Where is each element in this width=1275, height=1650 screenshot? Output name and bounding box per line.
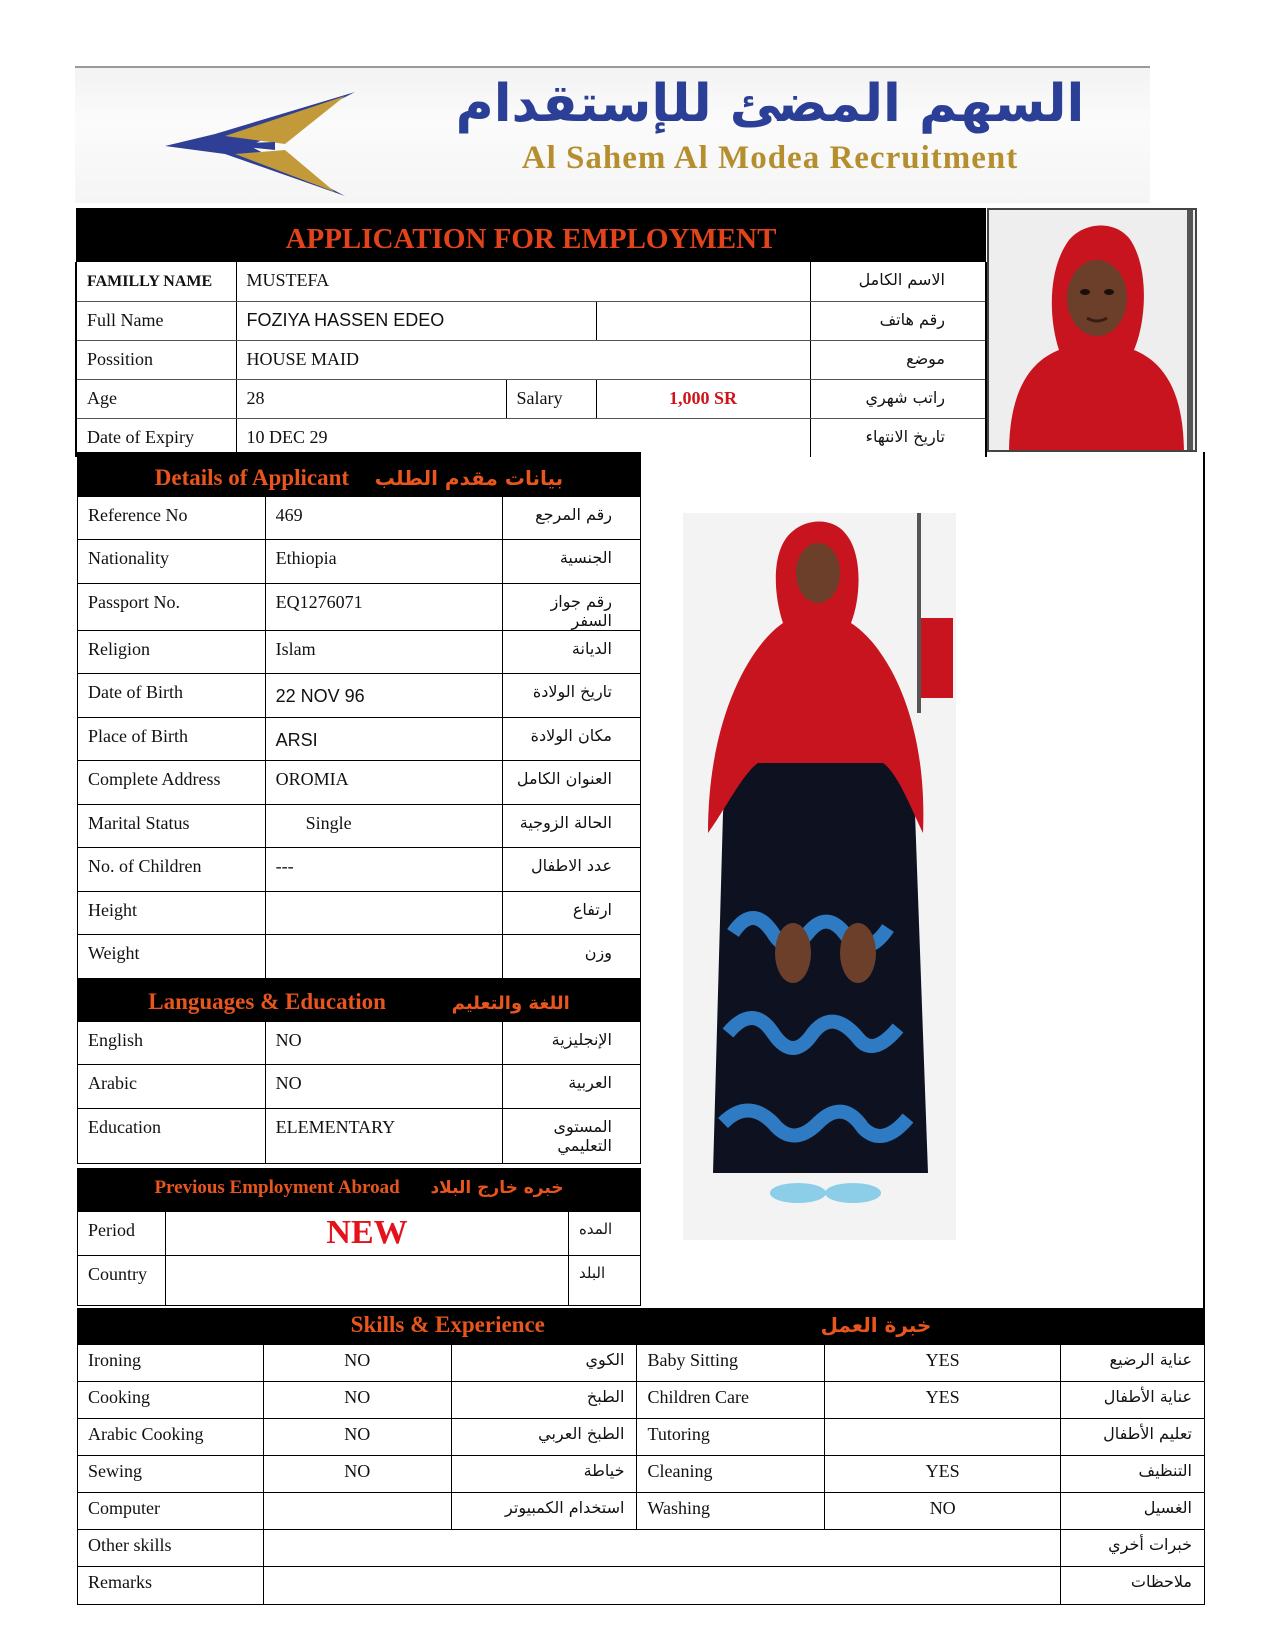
- nationality-arabic: الجنسية: [503, 540, 641, 584]
- table-row: [78, 804, 641, 848]
- skills-table: [77, 1308, 1205, 1605]
- skill-childcare-label: Children Care: [637, 1382, 825, 1419]
- religion-arabic: الديانة: [503, 630, 641, 674]
- children-value: ---: [265, 848, 503, 892]
- age-value: 28: [236, 379, 506, 418]
- other-skills-value: [263, 1530, 1060, 1567]
- skills-header: [78, 1309, 1205, 1345]
- religion-label: Religion: [78, 630, 266, 674]
- table-row: [78, 1493, 1205, 1530]
- weight-arabic: وزن: [503, 935, 641, 979]
- salary-arabic: راتب شهري: [810, 379, 986, 418]
- details-table: [77, 452, 641, 1164]
- full-body-photo: [683, 513, 956, 1240]
- employment-title-en: Previous Employment Abroad: [154, 1177, 400, 1198]
- table-row: [78, 1212, 641, 1256]
- position-value: HOUSE MAID: [236, 340, 810, 379]
- skill-ironing-label: Ironing: [78, 1345, 264, 1382]
- pob-value: ARSI: [265, 717, 503, 761]
- salary-label: Salary: [506, 379, 596, 418]
- skill-tutoring-value: [825, 1419, 1061, 1456]
- company-logo-banner: [75, 66, 1150, 203]
- english-label: English: [78, 1021, 266, 1065]
- position-label: Possition: [76, 340, 236, 379]
- employment-title-ar: خبره خارج البلاد: [430, 1178, 564, 1198]
- employment-header: [78, 1169, 641, 1212]
- skill-childcare-arabic: عناية الأطفال: [1061, 1382, 1205, 1419]
- reference-label: Reference No: [78, 496, 266, 540]
- address-value: OROMIA: [265, 761, 503, 805]
- height-label: Height: [78, 891, 266, 935]
- skill-cleaning-label: Cleaning: [637, 1456, 825, 1493]
- remarks-arabic: ملاحظات: [1061, 1567, 1205, 1605]
- pob-label: Place of Birth: [78, 717, 266, 761]
- skill-childcare-value: YES: [825, 1382, 1061, 1419]
- family-name-label: FAMILLY NAME: [76, 262, 236, 301]
- skill-cooking-arabic: الطبخ: [451, 1382, 637, 1419]
- table-row: [78, 1065, 641, 1109]
- remarks-label: Remarks: [78, 1567, 264, 1605]
- reference-arabic: رقم المرجع: [503, 496, 641, 540]
- table-row: [78, 1530, 1205, 1567]
- marital-label: Marital Status: [78, 804, 266, 848]
- table-row: [78, 1419, 1205, 1456]
- expiry-label: Date of Expiry: [76, 418, 236, 457]
- table-row: [78, 1382, 1205, 1419]
- nationality-label: Nationality: [78, 540, 266, 584]
- full-body-figure-icon: [683, 513, 956, 1240]
- children-label: No. of Children: [78, 848, 266, 892]
- address-label: Complete Address: [78, 761, 266, 805]
- religion-value: Islam: [265, 630, 503, 674]
- phone-value: [596, 301, 810, 340]
- family-name-arabic: الاسم الكامل: [810, 262, 986, 301]
- skill-tutoring-arabic: تعليم الأطفال: [1061, 1419, 1205, 1456]
- family-name-value: MUSTEFA: [236, 262, 810, 301]
- weight-label: Weight: [78, 935, 266, 979]
- skill-cleaning-value: YES: [825, 1456, 1061, 1493]
- country-label: Country: [78, 1256, 166, 1306]
- height-arabic: ارتفاع: [503, 891, 641, 935]
- table-row: [78, 674, 641, 718]
- languages-header: [78, 978, 641, 1021]
- arabic-label: Arabic: [78, 1065, 266, 1109]
- skill-tutoring-label: Tutoring: [637, 1419, 825, 1456]
- nationality-value: Ethiopia: [265, 540, 503, 584]
- languages-title-en: Languages & Education: [148, 988, 386, 1014]
- arabic-arabic: العربية: [503, 1065, 641, 1109]
- skill-ironing-value: NO: [263, 1345, 451, 1382]
- period-arabic: المده: [569, 1212, 641, 1256]
- education-arabic: المستوى التعليمي: [503, 1108, 641, 1163]
- passport-value: EQ1276071: [265, 583, 503, 630]
- skill-computer-arabic: استخدام الكمبيوتر: [451, 1493, 637, 1530]
- table-row: [78, 761, 641, 805]
- education-label: Education: [78, 1108, 266, 1163]
- expiry-value: 10 DEC 29: [246, 426, 328, 447]
- children-arabic: عدد الاطفال: [503, 848, 641, 892]
- country-value: [165, 1256, 568, 1306]
- skill-babysitting-arabic: عناية الرضيع: [1061, 1345, 1205, 1382]
- table-row: [78, 848, 641, 892]
- age-label: Age: [76, 379, 236, 418]
- skill-cleaning-arabic: التنظيف: [1061, 1456, 1205, 1493]
- employment-table: [77, 1168, 641, 1306]
- details-header: [78, 453, 641, 497]
- period-label: Period: [78, 1212, 166, 1256]
- portrait-figure-icon: [989, 210, 1197, 452]
- other-skills-arabic: خبرات أخري: [1061, 1530, 1205, 1567]
- table-row: [78, 540, 641, 584]
- other-skills-label: Other skills: [78, 1530, 264, 1567]
- table-row: [78, 1021, 641, 1065]
- skill-babysitting-label: Baby Sitting: [637, 1345, 825, 1382]
- arrow-logo-icon: [155, 84, 375, 203]
- height-value: [265, 891, 503, 935]
- skill-arabic-cooking-arabic: الطبخ العربي: [451, 1419, 637, 1456]
- english-value: NO: [265, 1021, 503, 1065]
- salary-value: 1,000 SR: [596, 379, 810, 418]
- skill-arabic-cooking-value: NO: [263, 1419, 451, 1456]
- company-name-arabic: السهم المضئ للإستقدام: [455, 74, 1085, 134]
- address-arabic: العنوان الكامل: [503, 761, 641, 805]
- application-title: APPLICATION FOR EMPLOYMENT: [76, 208, 986, 262]
- skill-sewing-arabic: خياطة: [451, 1456, 637, 1493]
- remarks-value: [263, 1567, 1060, 1605]
- education-value: ELEMENTARY: [265, 1108, 503, 1163]
- phone-arabic: رقم هاتف: [810, 301, 986, 340]
- table-row: [78, 1256, 641, 1306]
- application-table: [75, 208, 987, 457]
- skill-babysitting-value: YES: [825, 1345, 1061, 1382]
- skill-arabic-cooking-label: Arabic Cooking: [78, 1419, 264, 1456]
- details-title-ar: بيانات مقدم الطلب: [374, 466, 564, 490]
- portrait-photo: [987, 208, 1197, 452]
- table-row: [78, 1108, 641, 1163]
- full-name-label: Full Name: [76, 301, 236, 340]
- table-row: [78, 496, 641, 540]
- skill-ironing-arabic: الكوي: [451, 1345, 637, 1382]
- skill-washing-value: NO: [825, 1493, 1061, 1530]
- arabic-value: NO: [265, 1065, 503, 1109]
- table-row: [78, 1567, 1205, 1605]
- skill-washing-label: Washing: [637, 1493, 825, 1530]
- table-row: [78, 891, 641, 935]
- table-row: [78, 583, 641, 630]
- country-arabic: البلد: [569, 1256, 641, 1306]
- weight-value: [265, 935, 503, 979]
- expiry-arabic: تاريخ الانتهاء: [810, 418, 986, 457]
- table-row: [78, 935, 641, 979]
- full-name-value: FOZIYA HASSEN EDEO: [236, 301, 596, 340]
- skill-computer-value: [263, 1493, 451, 1530]
- reference-value: 469: [265, 496, 503, 540]
- company-name-english: Al Sahem Al Modea Recruitment: [521, 140, 1019, 176]
- table-row: [78, 717, 641, 761]
- skills-title-ar: خبرة العمل: [820, 1313, 932, 1337]
- dob-arabic: تاريخ الولادة: [503, 674, 641, 718]
- skill-sewing-value: NO: [263, 1456, 451, 1493]
- marital-arabic: الحالة الزوجية: [503, 804, 641, 848]
- english-arabic: الإنجليزية: [503, 1021, 641, 1065]
- dob-value: 22 NOV 96: [265, 674, 503, 718]
- languages-title-ar: اللغة والتعليم: [451, 992, 570, 1014]
- skill-cooking-label: Cooking: [78, 1382, 264, 1419]
- passport-arabic: رقم جواز السفر: [503, 583, 641, 630]
- pob-arabic: مكان الولادة: [503, 717, 641, 761]
- marital-value: Single: [265, 804, 503, 848]
- details-title-en: Details of Applicant: [154, 465, 350, 490]
- skill-washing-arabic: الغسيل: [1061, 1493, 1205, 1530]
- passport-label: Passport No.: [78, 583, 266, 630]
- skill-sewing-label: Sewing: [78, 1456, 264, 1493]
- position-arabic: موضع: [810, 340, 986, 379]
- table-row: [78, 1345, 1205, 1382]
- skill-computer-label: Computer: [78, 1493, 264, 1530]
- table-row: [78, 630, 641, 674]
- table-row: [78, 1456, 1205, 1493]
- period-value: NEW: [165, 1212, 568, 1256]
- skills-title-en: Skills & Experience: [350, 1312, 545, 1337]
- dob-label: Date of Birth: [78, 674, 266, 718]
- skill-cooking-value: NO: [263, 1382, 451, 1419]
